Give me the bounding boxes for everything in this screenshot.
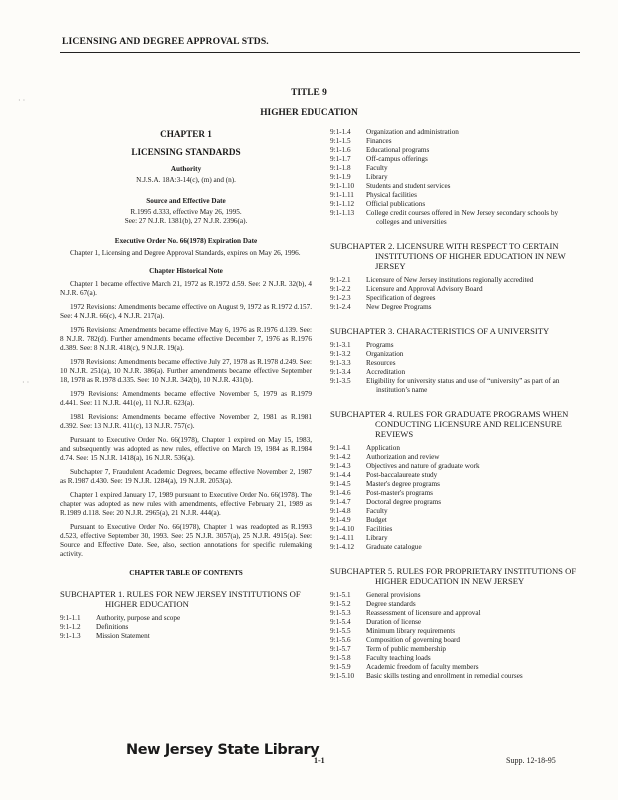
section-number: 9:1-4.3 [330, 462, 351, 470]
section-title: Library [366, 173, 388, 181]
section-number: 9:1-1.1 [60, 614, 81, 622]
toc-entry [330, 359, 582, 368]
toc-entry [330, 654, 582, 663]
section-number: 9:1-3.1 [330, 341, 351, 349]
section-number: 9:1-4.4 [330, 471, 351, 479]
section-title: Application [366, 444, 400, 452]
section-number: 9:1-4.5 [330, 480, 351, 488]
toc-entry [330, 663, 582, 672]
toc-entry [60, 632, 312, 641]
section-title: Programs [366, 341, 394, 349]
section-title: Doctoral degree programs [366, 498, 442, 506]
toc-entry [330, 209, 582, 227]
toc-entry [330, 636, 582, 645]
section-title: Eligibility for university status and use of “university” as part of an institution’s name [366, 377, 560, 394]
section-number: 9:1-5.6 [330, 636, 351, 644]
scan-mark: · · [18, 96, 26, 105]
history-paragraph: 1972 Revisions: Amendments became effective on August 9, 1972 as R.1972 d.157. See: 4 N.J.R. 66(c), 4 N.J.R. 217(a). [60, 303, 312, 320]
section-number: 9:1-2.3 [330, 294, 351, 302]
section-title: Composition of governing board [366, 636, 461, 644]
section-title: Specification of degrees [366, 294, 436, 302]
toc-entry [330, 341, 582, 350]
toc-entry [330, 600, 582, 609]
toc-entry [330, 137, 582, 146]
toc-entry [60, 614, 312, 623]
section-title: Graduate catalogue [366, 543, 422, 551]
section-number: 9:1-5.2 [330, 600, 351, 608]
expiration-heading: Executive Order No. 66(1978) Expiration Date [114, 237, 258, 245]
section-title: Faculty [366, 507, 388, 515]
section-number: 9:1-1.5 [330, 137, 351, 145]
scan-mark: · · [22, 378, 30, 387]
section-title: Minimum library requirements [366, 627, 456, 635]
expiration-text: Chapter 1, Licensing and Degree Approval Standards, expires on May 26, 1996. [70, 249, 301, 257]
history-paragraph: 1978 Revisions: Amendments became effective July 27, 1978 as R.1978 d.249. See: 10 N.J.R. 251(a), 10 N.J.R. 386(a). Further amendments became effective September 18, 1978 as R.1978 d.335. See: 10 N.J.R. 342(b), 10 N.J.R. 431(b). [60, 358, 313, 384]
section-number: 9:1-2.4 [330, 303, 351, 311]
supplement-date: Supp. 12-18-95 [506, 756, 556, 765]
toc-entry [330, 516, 582, 525]
toc-entry [330, 453, 582, 462]
section-title: Budget [366, 516, 387, 524]
source-heading: Source and Effective Date [146, 197, 226, 205]
toc-entry [330, 173, 582, 182]
subchapter-1-title: SUBCHAPTER 1. RULES FOR NEW JERSEY INSTITUTIONS OF HIGHER EDUCATION [60, 589, 301, 609]
authority-heading: Authority [170, 165, 202, 173]
section-number: 9:1-5.5 [330, 627, 351, 635]
section-title: Off-campus offerings [366, 155, 428, 163]
section-title: Post-baccalaureate study [366, 471, 438, 479]
toc-entry [330, 489, 582, 498]
section-number: 9:1-1.7 [330, 155, 351, 163]
toc-entry [330, 591, 582, 600]
section-title: Official publications [366, 200, 426, 208]
section-title: Students and student services [366, 182, 451, 190]
section-number: 9:1-1.3 [60, 632, 81, 640]
section-title: Mission Statement [96, 632, 150, 640]
subchapter-3-title: SUBCHAPTER 3. CHARACTERISTICS OF A UNIVERSITY [330, 326, 550, 336]
history-paragraph: Subchapter 7, Fraudulent Academic Degrees, became effective November 2, 1987 as R.1987 d.430. See: 19 N.J.R. 1284(a), 19 N.J.R. 2053(a). [60, 468, 312, 485]
section-title: Term of public membership [366, 645, 446, 653]
section-title: Basic skills testing and enrollment in remedial courses [366, 672, 523, 680]
history-paragraph: 1979 Revisions: Amendments became effective November 5, 1979 as R.1979 d.441. See: 11 N.J.R. 441(e), 11 N.J.R. 623(a). [60, 390, 312, 407]
section-number: 9:1-1.10 [330, 182, 355, 190]
toc-entry [330, 182, 582, 191]
title-number: TITLE 9 [291, 88, 327, 98]
section-number: 9:1-5.3 [330, 609, 351, 617]
toc-entry [330, 480, 582, 489]
section-title: Master's degree programs [366, 480, 440, 488]
section-title: Duration of license [366, 618, 422, 626]
section-title: Finances [366, 137, 392, 145]
section-title: Objectives and nature of graduate work [366, 462, 480, 470]
source-line: R.1995 d.333, effective May 26, 1995. [130, 208, 242, 216]
history-paragraph: Chapter 1 expired January 17, 1989 pursuant to Executive Order No. 66(1978). The chapter was adopted as new rules with amendments, effective February 21, 1989 as R.1989 d.118. See: 20 N.J.R. 2965(a), 21 N.J.R. 444(a). [60, 491, 312, 517]
toc-entry [330, 498, 582, 507]
authority-text: N.J.S.A. 18A:3-14(c), (m) and (n). [136, 176, 236, 184]
toc-entry [330, 543, 582, 552]
toc-entry [330, 672, 582, 681]
toc-entry [330, 471, 582, 480]
section-number: 9:1-4.7 [330, 498, 351, 506]
right-column [330, 128, 582, 681]
toc-entry [330, 444, 582, 453]
toc-entry [330, 525, 582, 534]
section-title: Post-master's programs [366, 489, 433, 497]
toc-entry [330, 200, 582, 209]
section-number: 9:1-1.2 [60, 623, 81, 631]
section-title: Degree standards [366, 600, 416, 608]
section-number: 9:1-1.6 [330, 146, 351, 154]
section-number: 9:1-4.2 [330, 453, 351, 461]
toc-entry [330, 276, 582, 285]
toc-entry [330, 285, 582, 294]
section-title: Academic freedom of faculty members [366, 663, 479, 671]
section-title: Physical facilities [366, 191, 417, 199]
section-title: Licensure of New Jersey institutions regionally accredited [366, 276, 534, 284]
section-number: 9:1-4.10 [330, 525, 355, 533]
section-number: 9:1-1.12 [330, 200, 355, 208]
section-number: 9:1-5.8 [330, 654, 351, 662]
toc-entry [330, 191, 582, 200]
toc-entry [330, 627, 582, 636]
section-title: Educational programs [366, 146, 430, 154]
section-number: 9:1-4.6 [330, 489, 351, 497]
chapter-number: CHAPTER 1 [160, 129, 212, 139]
section-number: 9:1-4.8 [330, 507, 351, 515]
section-title: Reassessment of licensure and approval [366, 609, 481, 617]
section-title: Licensure and Approval Advisory Board [366, 285, 483, 293]
section-title: New Degree Programs [366, 303, 432, 311]
source-line: See: 27 N.J.R. 1381(b), 27 N.J.R. 2396(a). [124, 217, 248, 225]
section-title: Organization [366, 350, 404, 358]
section-number: 9:1-3.3 [330, 359, 351, 367]
history-paragraph: Chapter 1 became effective March 21, 1972 as R.1972 d.59. See: 2 N.J.R. 32(b), 4 N.J.R. 67(a). [60, 280, 312, 297]
library-stamp: New Jersey State Library [126, 742, 320, 758]
history-paragraph: Pursuant to Executive Order No. 66(1978), Chapter 1 expired on May 15, 1983, and subsequently was adopted as new rules, effective on March 19, 1984 as R.1984 d.74. See: 15 N.J.R. 1418(a), 16 N.J.R. 536(a). [60, 436, 312, 462]
section-number: 9:1-5.9 [330, 663, 351, 671]
history-paragraph: 1981 Revisions: Amendments became effective November 2, 1981 as R.1981 d.392. See: 13 N.J.R. 411(c), 13 N.J.R. 757(c). [60, 413, 312, 430]
toc-entry [330, 128, 582, 137]
section-number: 9:1-1.11 [330, 191, 354, 199]
section-number: 9:1-2.2 [330, 285, 351, 293]
section-title: Authorization and review [366, 453, 440, 461]
chapter-title: LICENSING STANDARDS [131, 147, 241, 157]
section-number: 9:1-1.9 [330, 173, 351, 181]
left-column [60, 128, 312, 641]
toc-entry [330, 507, 582, 516]
toc-entry [330, 609, 582, 618]
running-header: LICENSING AND DEGREE APPROVAL STDS. [62, 36, 269, 47]
section-title: Faculty teaching loads [366, 654, 431, 662]
section-title: Faculty [366, 164, 388, 172]
section-title: College credit courses offered in New Jersey secondary schools by colleges and universities [366, 209, 559, 226]
page-number: 1-1 [314, 756, 325, 765]
toc-entry [330, 368, 582, 377]
section-title: General provisions [366, 591, 421, 599]
title-name: HIGHER EDUCATION [260, 108, 358, 118]
section-number: 9:1-2.1 [330, 276, 351, 284]
section-number: 9:1-3.5 [330, 377, 351, 385]
toc-heading: CHAPTER TABLE OF CONTENTS [129, 569, 243, 577]
toc-entry [330, 645, 582, 654]
toc-entry [60, 623, 312, 632]
subchapter-1-continued [330, 128, 582, 227]
section-title: Organization and administration [366, 128, 459, 136]
subchapter-5-title: SUBCHAPTER 5. RULES FOR PROPRIETARY INSTITUTIONS OF HIGHER EDUCATION IN NEW JERSEY [330, 566, 577, 586]
toc-entry [330, 155, 582, 164]
history-heading: Chapter Historical Note [149, 267, 223, 275]
toc-entry [330, 618, 582, 627]
section-title: Authority, purpose and scope [96, 614, 181, 622]
toc-entry [330, 146, 582, 155]
toc-entry [330, 350, 582, 359]
history-paragraph: 1976 Revisions: Amendments became effective May 6, 1976 as R.1976 d.139. See: 8 N.J.R. 782(d). Further amendments became effective December 7, 1976 as R.1976 d.389. See: 8 N.J.R. 418(c), 9 N.J.R. 19(a). [60, 326, 312, 352]
section-number: 9:1-1.4 [330, 128, 351, 136]
history-paragraph: Pursuant to Executive Order No. 66(1978), Chapter 1 was readopted as R.1993 d.523, effective September 30, 1993. See: 25 N.J.R. 3057(a), 25 N.J.R. 4915(a). See: Source and Effective Date. See, also, section annotations for specific rulemaking activity. [60, 523, 312, 558]
toc-entry [330, 462, 582, 471]
toc-entry [330, 294, 582, 303]
header-rule [60, 52, 580, 53]
section-title: Definitions [96, 623, 129, 631]
section-title: Library [366, 534, 388, 542]
toc-entry [330, 164, 582, 173]
section-number: 9:1-5.1 [330, 591, 351, 599]
section-title: Accreditation [366, 368, 406, 376]
section-number: 9:1-5.7 [330, 645, 351, 653]
toc-entry [330, 534, 582, 543]
section-number: 9:1-4.11 [330, 534, 354, 542]
subchapter-2-title: SUBCHAPTER 2. LICENSURE WITH RESPECT TO CERTAIN INSTITUTIONS OF HIGHER EDUCATION IN NEW JERSEY [330, 241, 566, 271]
section-number: 9:1-3.2 [330, 350, 351, 358]
subchapter-4-title: SUBCHAPTER 4. RULES FOR GRADUATE PROGRAMS WHEN CONDUCTING LICENSURE AND RELICENSURE REVIEWS [330, 409, 569, 439]
section-number: 9:1-1.8 [330, 164, 351, 172]
toc-entry [330, 377, 582, 395]
section-title: Facilities [366, 525, 393, 533]
section-number: 9:1-4.12 [330, 543, 355, 551]
section-number: 9:1-5.4 [330, 618, 351, 626]
toc-entry [330, 303, 582, 312]
section-number: 9:1-3.4 [330, 368, 351, 376]
section-number: 9:1-1.13 [330, 209, 355, 217]
section-number: 9:1-4.9 [330, 516, 351, 524]
section-number: 9:1-5.10 [330, 672, 355, 680]
section-number: 9:1-4.1 [330, 444, 351, 452]
section-title: Resources [366, 359, 396, 367]
